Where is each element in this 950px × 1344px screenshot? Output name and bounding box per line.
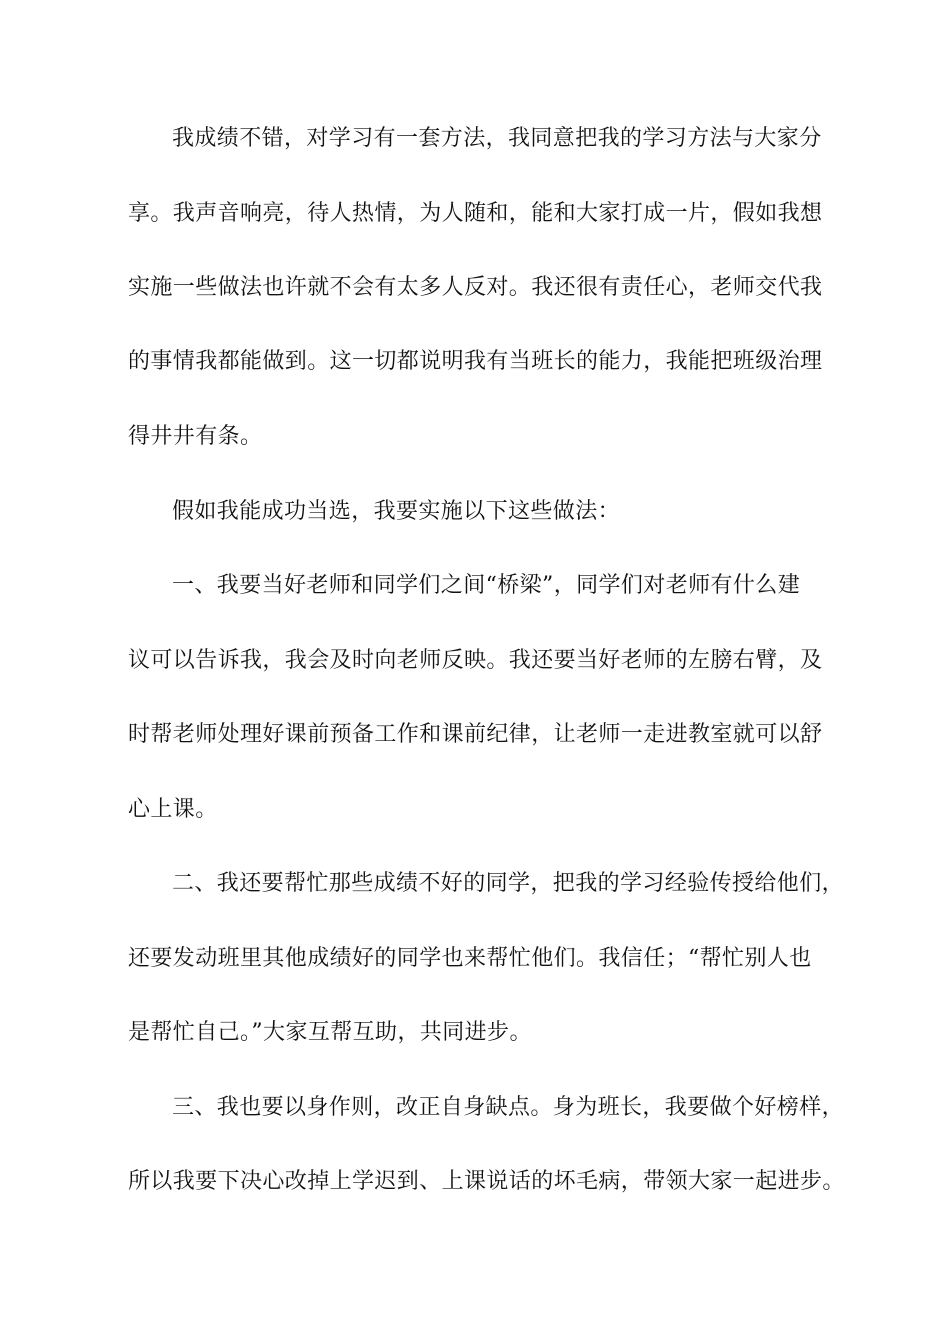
paragraph-4-line-3: 是帮忙自己。”大家互帮互助，共同进步。 [128,1020,532,1045]
paragraph-1-line-5: 得井井有条。 [128,424,263,449]
paragraph-1-line-1: 我成绩不错，对学习有一套方法，我同意把我的学习方法与大家分 [172,126,822,151]
paragraph-1-line-3: 实施一些做法也许就不会有太多人反对。我还很有责任心，老师交代我 [128,275,823,300]
paragraph-3-line-4: 心上课。 [128,797,218,822]
paragraph-2-line-1: 假如我能成功当选，我要实施以下这些做法： [172,499,621,524]
paragraph-4-line-2: 还要发动班里其他成绩好的同学也来帮忙他们。我信任；“帮忙别人也 [128,946,812,971]
paragraph-4-line-1: 二、我还要帮忙那些成绩不好的同学，把我的学习经验传授给他们， [172,871,845,896]
paragraph-5-line-2: 所以我要下决心改掉上学迟到、上课说话的坏毛病，带领大家一起进步。 [128,1169,845,1194]
paragraph-3-line-2: 议可以告诉我，我会及时向老师反映。我还要当好老师的左膀右臂，及 [128,648,823,673]
paragraph-1-line-4: 的事情我都能做到。这一切都说明我有当班长的能力，我能把班级治理 [128,349,823,374]
paragraph-3-line-3: 时帮老师处理好课前预备工作和课前纪律，让老师一走进教室就可以舒 [128,722,823,747]
paragraph-1-line-2: 享。我声音响亮，待人热情，为人随和，能和大家打成一片，假如我想 [128,201,823,226]
paragraph-5-line-1: 三、我也要以身作则，改正自身缺点。身为班长，我要做个好榜样， [172,1095,845,1120]
paragraph-3-line-1: 一、我要当好老师和同学们之间“桥梁”，同学们对老师有什么建 [172,573,801,598]
